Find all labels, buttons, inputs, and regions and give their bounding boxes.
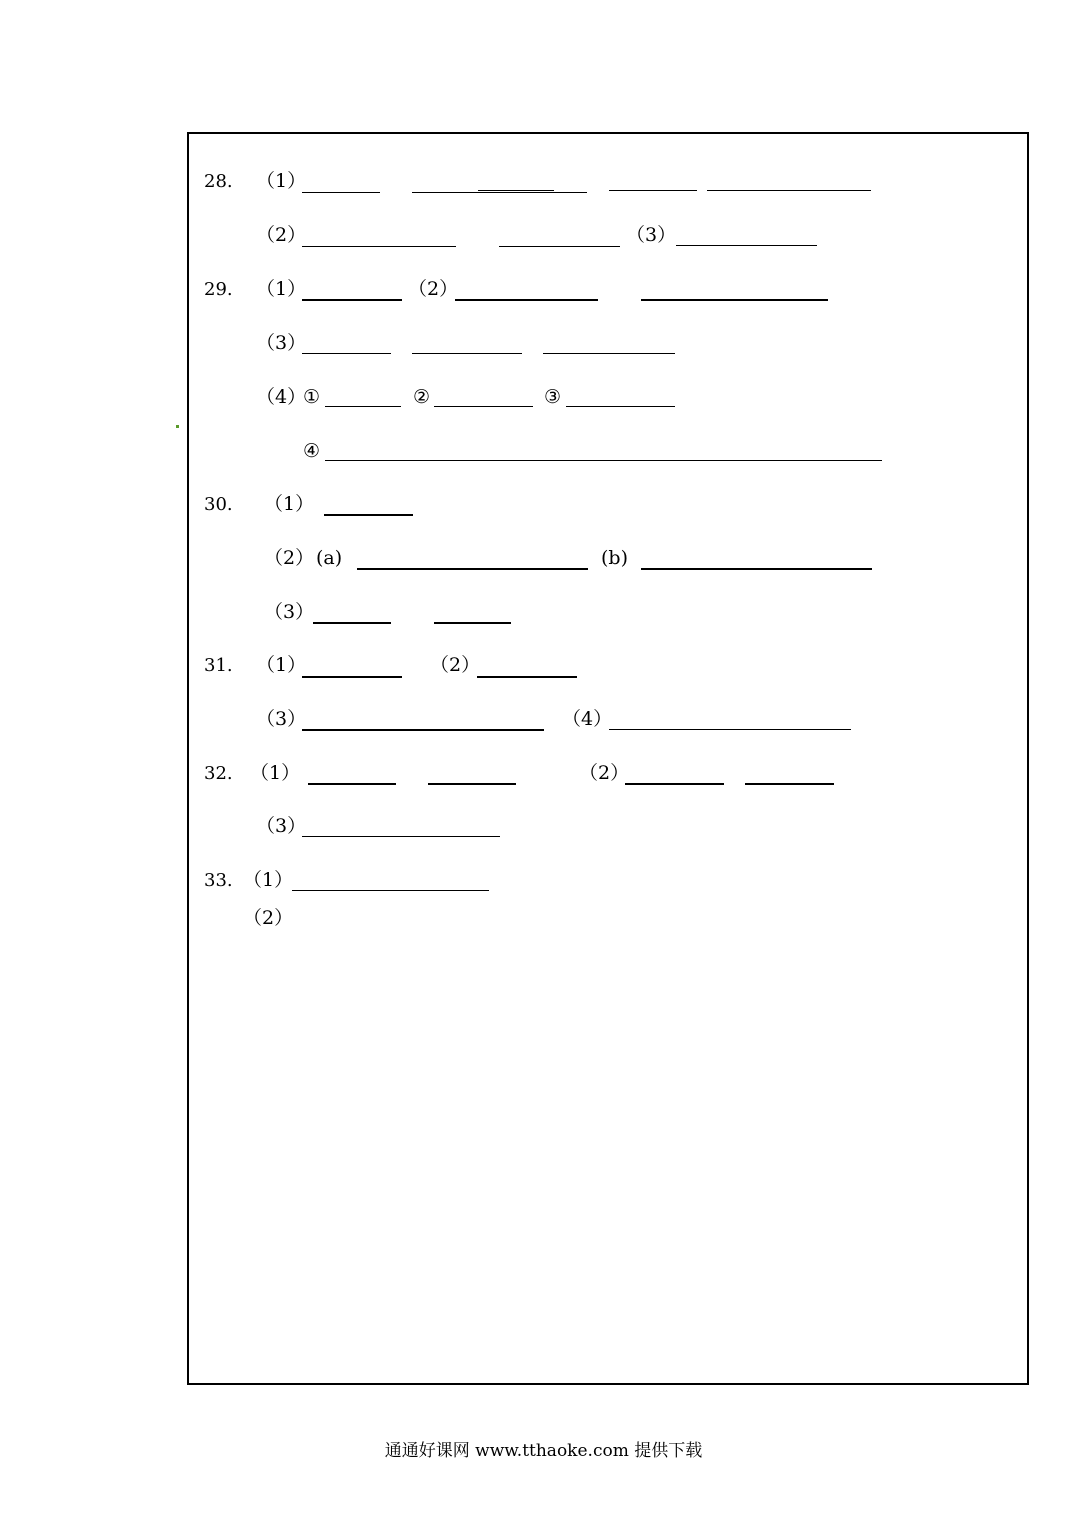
q32-part2-blank-1[interactable] — [625, 783, 724, 785]
q31-part1-blank[interactable] — [302, 676, 402, 678]
q29-part2-blank-1[interactable] — [455, 299, 598, 301]
q30-blank-a[interactable] — [357, 568, 588, 570]
q29-part4-blank-1[interactable] — [325, 406, 401, 407]
q32-number: 32. — [204, 763, 233, 784]
q31-part2-blank[interactable] — [477, 676, 577, 678]
q29-part3-blank-1[interactable] — [302, 353, 391, 354]
q28-blank-3[interactable] — [609, 190, 697, 191]
q28-blank-4[interactable] — [707, 190, 871, 191]
q28-number: 28. — [204, 171, 233, 192]
q33-number: 33. — [204, 870, 233, 891]
q29-part4-blank-4[interactable] — [325, 460, 882, 461]
q31-part3-label: （3） — [256, 708, 307, 730]
q30-label-a: (a) — [316, 547, 343, 569]
answer-sheet-border — [187, 132, 1029, 1385]
q28-blank-2-overlay — [478, 190, 554, 191]
stray-mark — [176, 425, 179, 428]
q28-part3-blank[interactable] — [676, 245, 817, 246]
q29-circle-2: ② — [413, 386, 431, 408]
q30-blank-b[interactable] — [641, 568, 872, 570]
q30-number: 30. — [204, 494, 233, 515]
q30-part3-blank-1[interactable] — [313, 622, 391, 624]
q31-part4-blank[interactable] — [609, 729, 851, 730]
q30-part1-label: （1） — [264, 493, 315, 515]
q29-part3-label: （3） — [256, 332, 307, 354]
q28-blank-1[interactable] — [302, 192, 380, 193]
q31-number: 31. — [204, 655, 233, 676]
q33-part1-blank[interactable] — [292, 890, 489, 891]
q32-part3-label: （3） — [256, 815, 307, 837]
q28-part2-label: （2） — [256, 224, 307, 246]
q29-part4-blank-3[interactable] — [566, 406, 675, 407]
q32-part3-blank[interactable] — [302, 836, 500, 837]
q33-part2-label: （2） — [243, 907, 294, 929]
q29-circle-4: ④ — [303, 440, 321, 462]
q29-part4-blank-2[interactable] — [434, 406, 533, 407]
q30-part1-blank[interactable] — [324, 514, 413, 516]
q30-part3-blank-2[interactable] — [434, 622, 511, 624]
q32-part1-label: （1） — [250, 762, 301, 784]
q31-part2-label: （2） — [430, 654, 481, 676]
q29-number: 29. — [204, 279, 233, 300]
q28-part3-label: （3） — [626, 224, 677, 246]
q28-part2-blank-1[interactable] — [302, 246, 456, 247]
q29-part4-label: （4） — [256, 386, 307, 408]
q32-part1-blank-1[interactable] — [308, 783, 396, 785]
q30-part2-label: （2） — [264, 547, 315, 569]
q29-part2-label: （2） — [408, 278, 459, 300]
q32-part2-blank-2[interactable] — [745, 783, 834, 785]
q29-part3-blank-3[interactable] — [543, 353, 675, 354]
q33-part1-label: （1） — [243, 869, 294, 891]
q28-part2-blank-2[interactable] — [499, 246, 620, 247]
q29-part2-blank-2[interactable] — [641, 299, 828, 301]
q28-blank-2[interactable] — [412, 192, 587, 193]
q31-part4-label: （4） — [562, 708, 613, 730]
q29-part3-blank-2[interactable] — [412, 353, 522, 354]
q29-circle-1: ① — [303, 386, 321, 408]
q29-part1-blank[interactable] — [302, 299, 402, 301]
q30-part3-label: （3） — [264, 601, 315, 623]
q30-label-b: (b) — [601, 547, 628, 569]
footer-credit: 通通好课网 www.tthaoke.com 提供下载 — [384, 1441, 703, 1461]
q28-part1-label: （1） — [256, 170, 307, 192]
q31-part3-blank[interactable] — [302, 729, 544, 731]
q32-part2-label: （2） — [579, 762, 630, 784]
q29-circle-3: ③ — [544, 386, 562, 408]
q29-part1-label: （1） — [256, 278, 307, 300]
q32-part1-blank-2[interactable] — [428, 783, 516, 785]
q31-part1-label: （1） — [256, 654, 307, 676]
